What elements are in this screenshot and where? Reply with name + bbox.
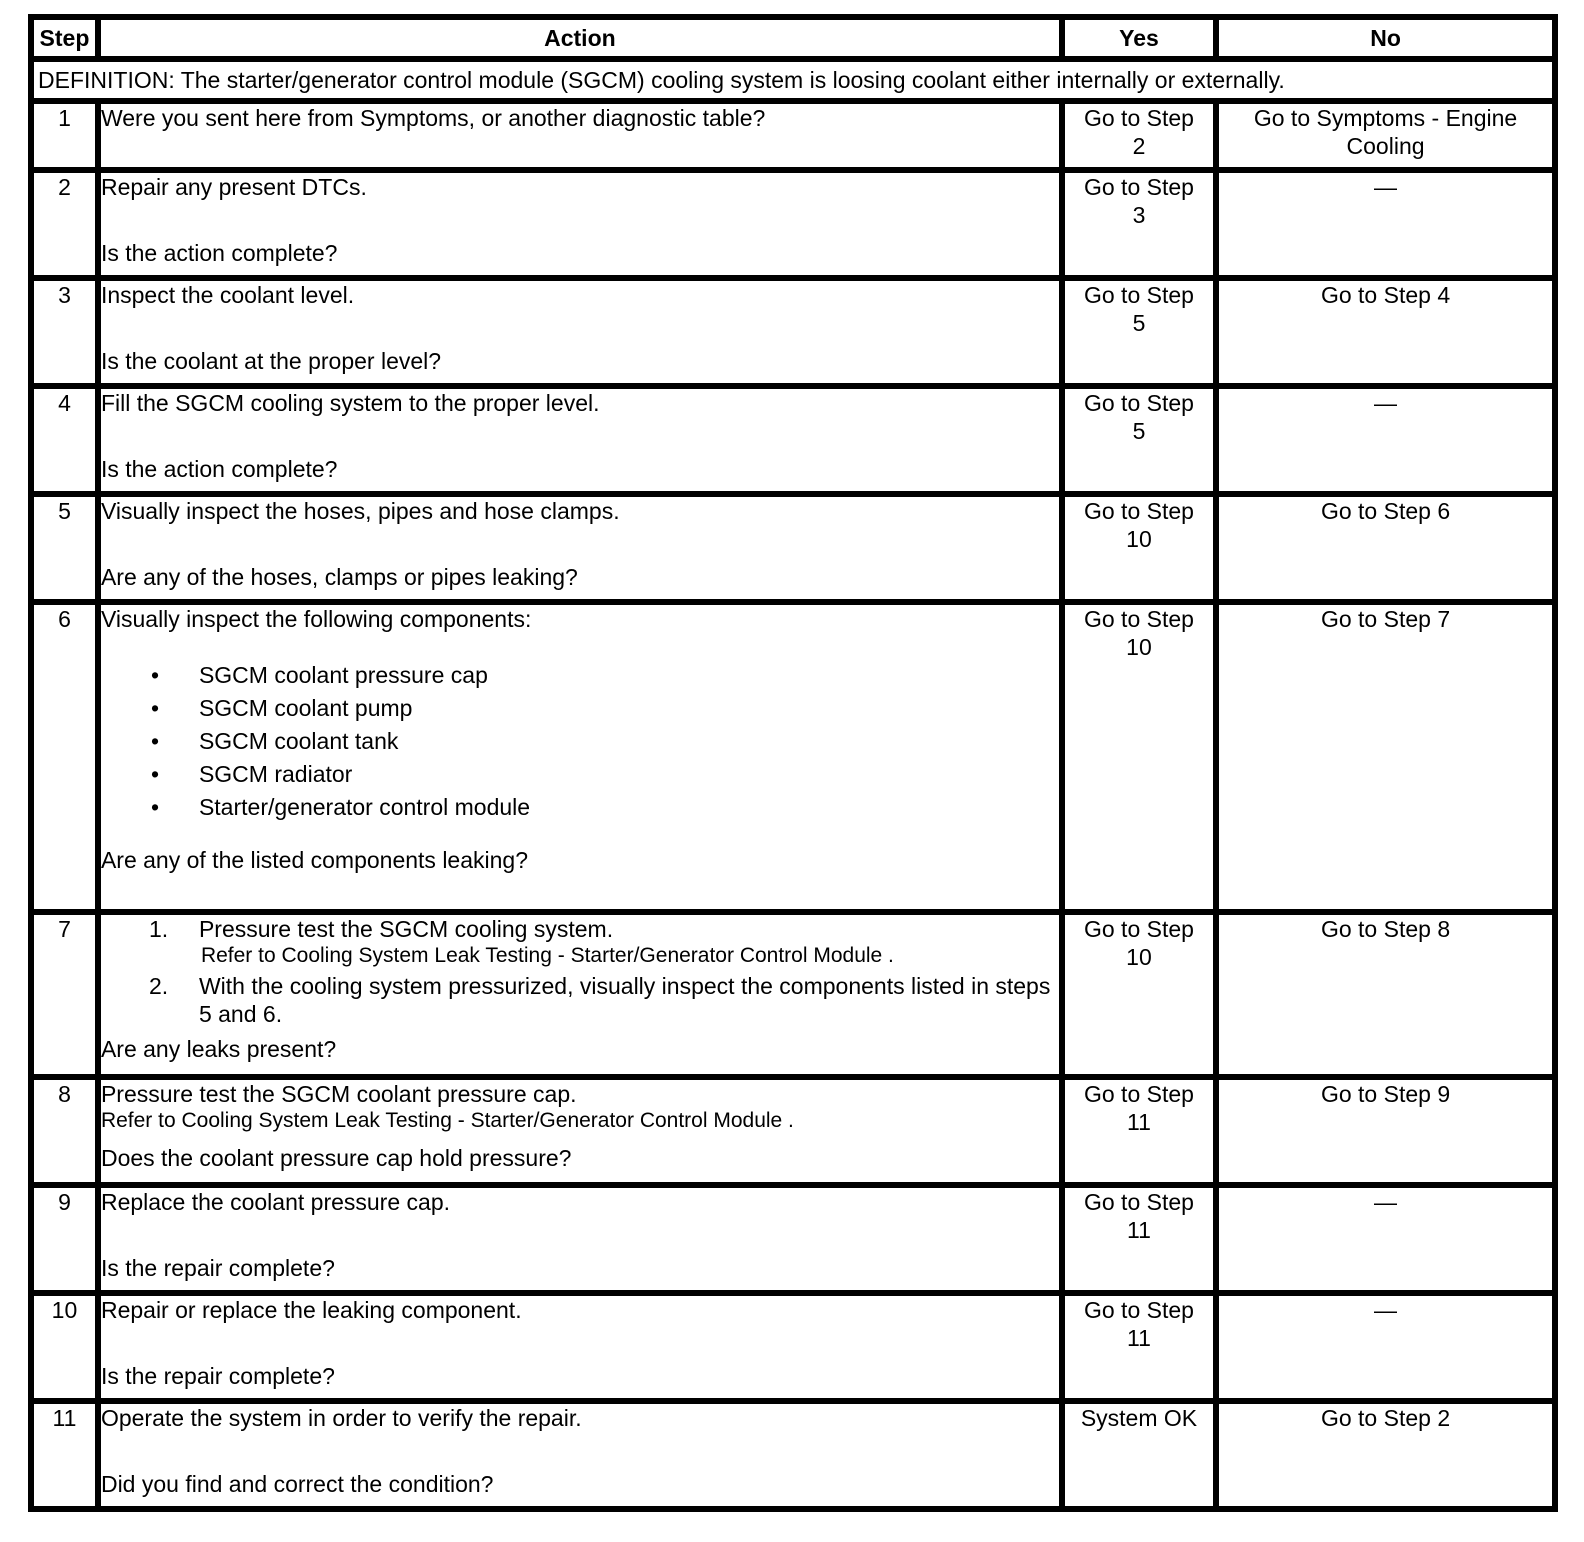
list-number: 1. bbox=[148, 916, 169, 942]
no-cell: Go to Step 2 bbox=[1216, 1401, 1555, 1509]
action-cell bbox=[98, 1077, 1062, 1185]
table-row bbox=[31, 1401, 1555, 1509]
table-row bbox=[31, 170, 1555, 278]
step-number: 11 bbox=[31, 1401, 98, 1509]
list-item bbox=[101, 692, 1059, 725]
yes-line2: 10 bbox=[1126, 526, 1152, 552]
yes-line2: 5 bbox=[1132, 418, 1146, 444]
list-item bbox=[101, 791, 1059, 824]
list-item-text: Pressure test the SGCM cooling system. bbox=[198, 916, 614, 942]
no-cell: — bbox=[1216, 386, 1555, 494]
action-text: Operate the system in order to verify the repair. bbox=[100, 1405, 582, 1431]
yes-line2: 11 bbox=[1127, 1217, 1151, 1243]
yes-line2: 10 bbox=[1126, 634, 1152, 660]
action-cell bbox=[98, 912, 1062, 1077]
list-item-text: SGCM coolant pressure cap bbox=[198, 662, 488, 688]
yes-line1: Go to Step bbox=[1083, 916, 1194, 942]
list-item-text: With the cooling system pressurized, visually inspect the components listed in steps 5 and 6. bbox=[198, 973, 1051, 1027]
action-cell bbox=[98, 602, 1062, 912]
yes-line2: 11 bbox=[1127, 1325, 1151, 1351]
action-text: Visually inspect the hoses, pipes and hose clamps. bbox=[100, 498, 620, 524]
yes-cell bbox=[1062, 170, 1216, 278]
no-cell: — bbox=[1216, 170, 1555, 278]
yes-cell bbox=[1062, 386, 1216, 494]
step-number: 4 bbox=[31, 386, 98, 494]
yes-cell bbox=[1062, 278, 1216, 386]
yes-line2: 5 bbox=[1132, 310, 1146, 336]
action-text: Were you sent here from Symptoms, or another diagnostic table? bbox=[100, 105, 766, 131]
action-text: Repair or replace the leaking component. bbox=[100, 1297, 522, 1323]
step-number: 1 bbox=[31, 101, 98, 170]
list-number: 2. bbox=[148, 973, 169, 999]
yes-line2: 3 bbox=[1132, 202, 1146, 228]
list-item bbox=[101, 972, 1059, 1028]
no-cell bbox=[1216, 101, 1555, 170]
yes-cell bbox=[1062, 101, 1216, 170]
list-item-text: SGCM coolant tank bbox=[198, 728, 399, 754]
yes-line2: 10 bbox=[1126, 944, 1152, 970]
action-cell bbox=[98, 278, 1062, 386]
list-item bbox=[101, 758, 1059, 791]
reference-link[interactable]: Refer to Cooling System Leak Testing - Starter/Generator Control Module . bbox=[200, 944, 894, 967]
table-row bbox=[31, 101, 1555, 170]
action-cell bbox=[98, 1293, 1062, 1401]
action-question: Did you find and correct the condition? bbox=[100, 1471, 494, 1497]
action-question: Is the repair complete? bbox=[100, 1255, 335, 1281]
yes-line1: Go to Step bbox=[1083, 606, 1194, 632]
header-action: Action bbox=[98, 17, 1062, 59]
action-cell bbox=[98, 1401, 1062, 1509]
header-yes: Yes bbox=[1062, 17, 1216, 59]
action-text: Pressure test the SGCM coolant pressure cap. bbox=[100, 1081, 577, 1107]
table-row bbox=[31, 494, 1555, 602]
header-row bbox=[31, 17, 1555, 59]
bullet-marker: • bbox=[150, 695, 160, 721]
action-cell bbox=[98, 170, 1062, 278]
no-cell: Go to Step 7 bbox=[1216, 602, 1555, 912]
bullet-marker: • bbox=[150, 794, 160, 820]
table-row bbox=[31, 1293, 1555, 1401]
yes-line1: Go to Step bbox=[1083, 1081, 1194, 1107]
list-item bbox=[101, 659, 1059, 692]
table-row bbox=[31, 602, 1555, 912]
table-row bbox=[31, 278, 1555, 386]
reference-link[interactable]: Refer to Cooling System Leak Testing - Starter/Generator Control Module . bbox=[100, 1109, 794, 1132]
yes-cell bbox=[1062, 1077, 1216, 1185]
action-text: Replace the coolant pressure cap. bbox=[100, 1189, 450, 1215]
action-question: Is the action complete? bbox=[100, 456, 338, 482]
no-cell: — bbox=[1216, 1185, 1555, 1293]
definition-row bbox=[31, 59, 1555, 101]
action-question: Are any leaks present? bbox=[100, 1036, 337, 1062]
step-number: 6 bbox=[31, 602, 98, 912]
yes-cell bbox=[1062, 1185, 1216, 1293]
table-row bbox=[31, 1077, 1555, 1185]
no-cell: Go to Step 8 bbox=[1216, 912, 1555, 1077]
bullet-marker: • bbox=[150, 761, 160, 787]
action-cell bbox=[98, 101, 1062, 170]
table-row bbox=[31, 912, 1555, 1077]
yes-line1: Go to Step bbox=[1083, 174, 1194, 200]
step-number: 9 bbox=[31, 1185, 98, 1293]
action-question: Is the repair complete? bbox=[100, 1363, 335, 1389]
action-text: Visually inspect the following components: bbox=[100, 606, 532, 632]
action-text: Fill the SGCM cooling system to the proper level. bbox=[100, 390, 600, 416]
action-question: Are any of the listed components leaking? bbox=[100, 847, 528, 873]
action-question: Are any of the hoses, clamps or pipes leaking? bbox=[100, 564, 578, 590]
action-cell bbox=[98, 494, 1062, 602]
action-text: Repair any present DTCs. bbox=[100, 174, 367, 200]
yes-cell bbox=[1062, 912, 1216, 1077]
action-question: Is the action complete? bbox=[100, 240, 338, 266]
yes-line1: Go to Step bbox=[1083, 1297, 1194, 1323]
yes-line1: Go to Step bbox=[1083, 498, 1194, 524]
yes-line1: Go to Step bbox=[1083, 390, 1194, 416]
yes-line1: Go to Step bbox=[1083, 1189, 1194, 1215]
step-number: 5 bbox=[31, 494, 98, 602]
action-question: Does the coolant pressure cap hold pressure? bbox=[100, 1145, 572, 1171]
yes-line2: 2 bbox=[1132, 133, 1146, 159]
list-item bbox=[101, 915, 1059, 969]
list-item-text: SGCM coolant pump bbox=[198, 695, 413, 721]
diagnostic-table-page bbox=[28, 14, 1558, 1512]
bullet-marker: • bbox=[150, 728, 160, 754]
no-line2: Cooling bbox=[1346, 133, 1425, 159]
list-item-text: Starter/generator control module bbox=[198, 794, 531, 820]
header-no: No bbox=[1216, 17, 1555, 59]
yes-cell: System OK bbox=[1062, 1401, 1216, 1509]
no-cell: — bbox=[1216, 1293, 1555, 1401]
no-cell: Go to Step 9 bbox=[1216, 1077, 1555, 1185]
no-cell: Go to Step 4 bbox=[1216, 278, 1555, 386]
bullet-marker: • bbox=[150, 662, 160, 688]
procedure-list bbox=[101, 915, 1059, 1028]
yes-cell bbox=[1062, 602, 1216, 912]
action-cell bbox=[98, 1185, 1062, 1293]
header-step: Step bbox=[31, 17, 98, 59]
yes-cell bbox=[1062, 1293, 1216, 1401]
action-cell bbox=[98, 386, 1062, 494]
table-row bbox=[31, 386, 1555, 494]
list-item bbox=[101, 725, 1059, 758]
definition-text: DEFINITION: The starter/generator control module (SGCM) cooling system is loosing coolant either internally or externally. bbox=[31, 59, 1555, 101]
step-number: 8 bbox=[31, 1077, 98, 1185]
step-number: 3 bbox=[31, 278, 98, 386]
diagnostic-table bbox=[28, 14, 1558, 1512]
step-number: 10 bbox=[31, 1293, 98, 1401]
list-item-text: SGCM radiator bbox=[198, 761, 353, 787]
yes-line1: Go to Step bbox=[1083, 105, 1194, 131]
yes-line2: 11 bbox=[1127, 1109, 1151, 1135]
action-question: Is the coolant at the proper level? bbox=[100, 348, 442, 374]
action-text: Inspect the coolant level. bbox=[100, 282, 355, 308]
component-list bbox=[101, 659, 1059, 824]
table-row bbox=[31, 1185, 1555, 1293]
step-number: 2 bbox=[31, 170, 98, 278]
no-cell: Go to Step 6 bbox=[1216, 494, 1555, 602]
no-line1: Go to Symptoms - Engine bbox=[1253, 105, 1518, 131]
step-number: 7 bbox=[31, 912, 98, 1077]
yes-cell bbox=[1062, 494, 1216, 602]
yes-line1: Go to Step bbox=[1083, 282, 1194, 308]
